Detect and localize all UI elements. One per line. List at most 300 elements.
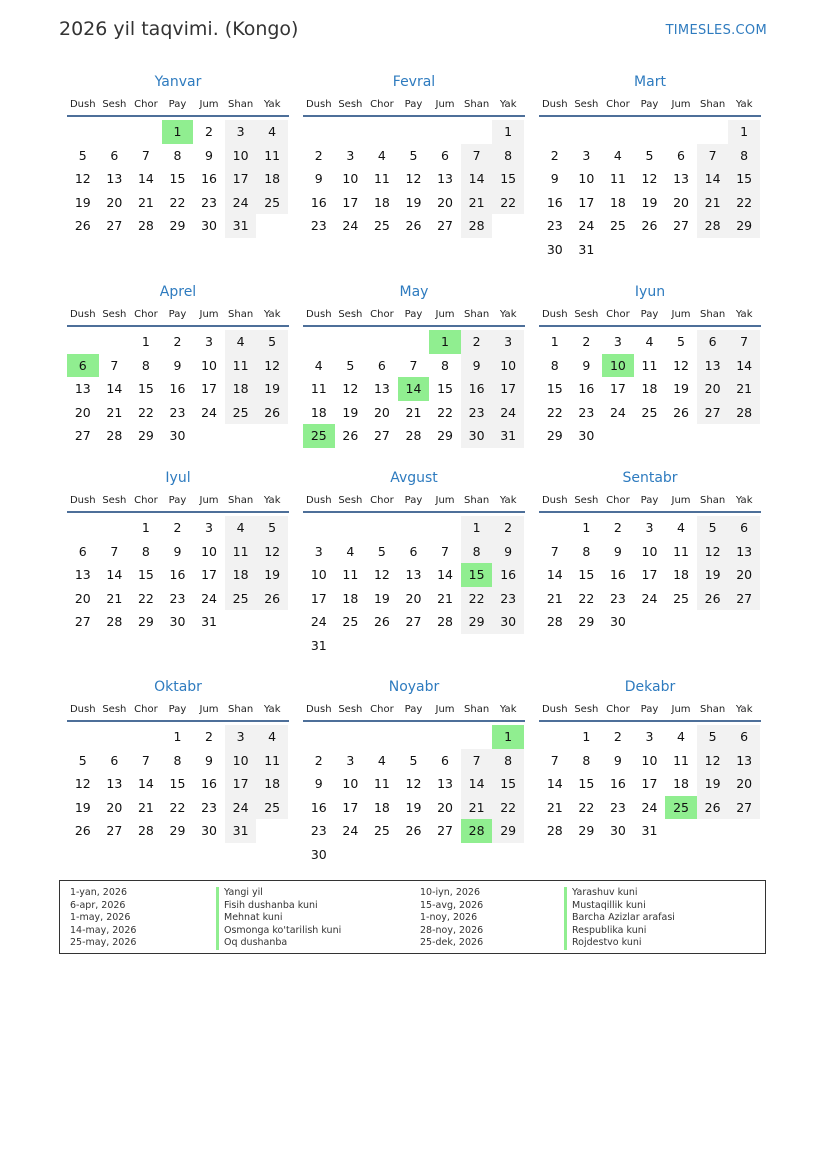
day-cell: 17 [342, 799, 359, 815]
empty-cell [99, 516, 131, 540]
day-cell: 30 [609, 614, 626, 630]
day-cell: 14 [546, 776, 563, 792]
day-cell: 24 [225, 796, 257, 820]
day-cell: 24 [342, 823, 359, 839]
empty-cell [461, 725, 493, 749]
day-cell: 25 [609, 218, 626, 234]
day-cell: 30 [169, 614, 186, 630]
day-cell: 9 [492, 540, 524, 564]
day-cell: 28 [137, 823, 154, 839]
day-cell: 29 [169, 218, 186, 234]
day-cell: 13 [697, 354, 729, 378]
day-cell: 23 [169, 404, 186, 420]
day-cell: 10 [342, 776, 359, 792]
weekday-label: Yak [263, 704, 281, 715]
day-cell: 28 [546, 614, 563, 630]
day-cell: 4 [645, 334, 654, 349]
day-cell: 9 [550, 171, 559, 187]
day-cell: 8 [173, 752, 182, 768]
day-cell: 17 [492, 377, 524, 401]
month-name: Sentabr [622, 470, 678, 486]
day-cell: 18 [609, 194, 626, 210]
day-cell: 13 [74, 567, 91, 583]
day-cell: 11 [225, 540, 257, 564]
weekday-label: Sesh [102, 99, 127, 110]
day-cell: 15 [169, 171, 186, 187]
holiday-day-cell: 28 [461, 819, 493, 843]
day-cell: 4 [677, 729, 685, 744]
holiday-day-cell: 1 [429, 330, 461, 354]
day-cell: 13 [405, 567, 422, 583]
legend-dates-right [420, 887, 483, 950]
day-cell: 16 [461, 377, 493, 401]
day-cell: 3 [645, 729, 654, 744]
day-cell: 20 [728, 772, 760, 796]
day-cell: 24 [641, 590, 658, 606]
day-cell: 9 [613, 752, 622, 768]
day-cell: 23 [609, 799, 626, 815]
weekday-label: Dush [305, 495, 332, 506]
day-cell: 21 [546, 590, 563, 606]
day-cell: 21 [137, 194, 154, 210]
day-cell: 27 [697, 401, 729, 425]
weekday-label: Sesh [338, 704, 363, 715]
weekday-label: Pay [404, 495, 423, 506]
day-cell: 5 [697, 516, 729, 540]
day-cell: 19 [373, 590, 390, 606]
day-cell: 17 [225, 772, 257, 796]
day-cell: 16 [492, 563, 524, 587]
day-cell: 18 [673, 776, 689, 792]
day-cell: 20 [405, 590, 422, 606]
day-cell: 12 [256, 354, 288, 378]
legend-date: 1-noy, 2026 [420, 912, 478, 924]
month-iyul [67, 468, 289, 634]
day-cell: 4 [377, 147, 386, 163]
legend-holiday-name: Mustaqillik kuni [564, 900, 675, 913]
day-cell: 14 [106, 567, 123, 583]
day-cell: 24 [225, 191, 257, 215]
legend-date: 15-avg, 2026 [420, 899, 484, 911]
day-cell: 30 [169, 428, 186, 444]
day-cell: 25 [673, 590, 689, 606]
day-cell: 29 [137, 428, 154, 444]
day-cell: 6 [441, 752, 449, 768]
weekday-label: Pay [640, 309, 659, 320]
weekday-header [303, 95, 525, 117]
legend-holiday-name: Respublika kuni [564, 925, 675, 938]
weekday-label: Dush [69, 495, 96, 506]
day-cell: 3 [205, 520, 213, 535]
day-cell: 13 [728, 749, 760, 773]
day-cell: 3 [346, 147, 355, 163]
day-cell: 26 [697, 587, 729, 611]
weekday-label: Dush [69, 309, 96, 320]
weekday-label: Dush [305, 99, 332, 110]
day-cell: 5 [677, 334, 685, 349]
legend-date: 1-yan, 2026 [70, 887, 127, 898]
day-cell: 7 [409, 357, 418, 373]
weekday-label: Dush [541, 309, 568, 320]
day-cell: 18 [342, 590, 359, 606]
day-cell: 21 [461, 796, 493, 820]
day-cell: 2 [173, 520, 182, 535]
day-cell: 30 [201, 218, 217, 234]
day-cell: 5 [256, 516, 288, 540]
day-cell: 6 [441, 147, 449, 163]
weekday-label: Shan [700, 495, 726, 506]
empty-cell [429, 725, 461, 749]
day-cell: 29 [546, 428, 563, 444]
day-cell: 8 [492, 749, 524, 773]
day-cell: 26 [74, 218, 91, 234]
day-cell: 9 [205, 147, 213, 163]
legend-holiday-name: Barcha Azizlar arafasi [564, 912, 675, 925]
empty-cell [67, 330, 99, 354]
day-cell: 7 [550, 752, 559, 768]
day-cell: 24 [310, 614, 327, 630]
day-cell: 18 [673, 567, 689, 583]
day-cell: 17 [201, 567, 217, 583]
day-cell: 21 [106, 590, 123, 606]
day-cell: 19 [342, 404, 359, 420]
day-cell: 21 [461, 191, 493, 215]
empty-cell [697, 120, 729, 144]
day-cell: 17 [609, 381, 626, 397]
legend-date: 10-iyn, 2026 [420, 887, 481, 898]
day-cell: 21 [405, 404, 422, 420]
month-aprel [67, 282, 289, 448]
day-cell: 10 [201, 543, 217, 559]
day-cell: 21 [728, 377, 760, 401]
day-cell: 16 [201, 171, 217, 187]
day-cell: 18 [225, 377, 257, 401]
weekday-label: Sesh [338, 495, 363, 506]
day-cell: 10 [310, 567, 327, 583]
day-cell: 27 [673, 218, 689, 234]
day-cell: 26 [373, 614, 390, 630]
day-cell: 5 [409, 752, 418, 768]
day-cell: 13 [106, 171, 123, 187]
weekday-label: Sesh [102, 495, 127, 506]
day-cell: 8 [582, 752, 591, 768]
page-title: 2026 yil taqvimi. (Kongo) [59, 18, 299, 40]
day-cell: 20 [106, 799, 123, 815]
day-cell: 2 [461, 330, 493, 354]
month-noyabr [303, 677, 525, 867]
day-cell: 2 [173, 334, 182, 349]
weekday-label: Shan [228, 99, 254, 110]
legend-date: 1-may, 2026 [70, 912, 131, 924]
legend-names-left [216, 887, 341, 950]
day-cell: 14 [461, 772, 493, 796]
day-cell: 14 [697, 167, 729, 191]
day-cell: 1 [141, 334, 150, 349]
day-cell: 3 [225, 120, 257, 144]
day-cell: 2 [492, 516, 524, 540]
day-cell: 22 [137, 404, 154, 420]
weekday-label: Shan [700, 99, 726, 110]
day-cell: 18 [256, 167, 288, 191]
day-cell: 16 [609, 567, 626, 583]
weekday-label: Chor [370, 309, 394, 320]
empty-cell [303, 516, 335, 540]
empty-cell [303, 120, 335, 144]
month-yanvar [67, 72, 289, 238]
day-cell: 22 [169, 194, 186, 210]
day-cell: 7 [461, 144, 493, 168]
weekday-label: Sesh [102, 704, 127, 715]
weekday-label: Dush [69, 99, 96, 110]
day-cell: 3 [314, 543, 323, 559]
day-cell: 23 [201, 799, 217, 815]
empty-cell [398, 120, 430, 144]
weekday-label: Yak [735, 99, 753, 110]
day-cell: 1 [550, 334, 559, 349]
weekday-label: Shan [464, 495, 490, 506]
weekday-label: Chor [606, 309, 630, 320]
weekday-label: Dush [305, 309, 332, 320]
day-cell: 19 [405, 194, 422, 210]
day-cell: 6 [110, 147, 119, 163]
weekday-label: Shan [228, 309, 254, 320]
day-cell: 24 [201, 590, 217, 606]
day-cell: 15 [546, 381, 563, 397]
month-name: May [399, 284, 429, 300]
day-grid [303, 120, 524, 238]
day-cell: 5 [377, 543, 386, 559]
weekday-label: Dush [541, 495, 568, 506]
day-cell: 12 [641, 171, 658, 187]
day-cell: 10 [578, 171, 595, 187]
day-cell: 7 [141, 752, 150, 768]
day-cell: 31 [641, 823, 658, 839]
day-cell: 8 [550, 357, 559, 373]
day-cell: 25 [342, 614, 359, 630]
day-cell: 19 [256, 563, 288, 587]
empty-cell [99, 330, 131, 354]
day-cell: 14 [137, 171, 154, 187]
empty-cell [602, 120, 634, 144]
day-cell: 22 [578, 799, 595, 815]
day-cell: 3 [582, 147, 591, 163]
day-cell: 23 [609, 590, 626, 606]
day-cell: 3 [492, 330, 524, 354]
weekday-label: Pay [640, 99, 659, 110]
day-cell: 26 [256, 587, 288, 611]
day-cell: 7 [441, 543, 449, 559]
weekday-label: Chor [134, 99, 158, 110]
day-cell: 5 [697, 725, 729, 749]
day-cell: 10 [492, 354, 524, 378]
weekday-label: Chor [606, 99, 630, 110]
day-cell: 29 [437, 428, 453, 444]
holiday-day-cell: 10 [602, 354, 634, 378]
day-cell: 29 [169, 823, 186, 839]
day-cell: 22 [492, 191, 524, 215]
day-cell: 2 [314, 147, 323, 163]
day-cell: 21 [437, 590, 453, 606]
weekday-label: Yak [263, 495, 281, 506]
day-cell: 29 [137, 614, 154, 630]
day-cell: 7 [697, 144, 729, 168]
weekday-label: Yak [499, 495, 517, 506]
day-cell: 4 [677, 520, 685, 535]
day-cell: 25 [225, 401, 257, 425]
weekday-label: Dush [541, 704, 568, 715]
day-cell: 27 [405, 614, 422, 630]
day-cell: 15 [137, 567, 154, 583]
empty-cell [461, 120, 493, 144]
month-fevral [303, 72, 525, 238]
day-cell: 10 [225, 749, 257, 773]
holiday-day-cell: 1 [492, 725, 524, 749]
day-cell: 25 [256, 796, 288, 820]
day-cell: 27 [106, 218, 123, 234]
weekday-label: Shan [700, 704, 726, 715]
weekday-label: Jum [671, 99, 691, 110]
weekday-header [539, 305, 761, 327]
legend-date: 28-noy, 2026 [420, 924, 484, 936]
day-cell: 1 [141, 520, 150, 535]
day-cell: 2 [582, 334, 591, 349]
day-cell: 24 [641, 799, 658, 815]
day-cell: 17 [578, 194, 595, 210]
empty-cell [571, 120, 603, 144]
day-cell: 15 [492, 772, 524, 796]
day-cell: 6 [697, 330, 729, 354]
weekday-header [539, 95, 761, 117]
day-cell: 18 [256, 772, 288, 796]
weekday-label: Jum [671, 495, 691, 506]
day-cell: 31 [578, 241, 595, 257]
day-cell: 20 [673, 194, 689, 210]
day-cell: 26 [256, 401, 288, 425]
day-cell: 8 [582, 543, 591, 559]
day-cell: 11 [673, 543, 689, 559]
empty-cell [398, 516, 430, 540]
weekday-label: Shan [228, 495, 254, 506]
day-cell: 21 [106, 404, 123, 420]
day-cell: 7 [550, 543, 559, 559]
day-cell: 6 [377, 357, 386, 373]
day-cell: 1 [582, 520, 591, 535]
legend-holiday-name: Mehnat kuni [216, 912, 341, 925]
day-cell: 20 [74, 404, 91, 420]
weekday-label: Sesh [574, 99, 599, 110]
day-cell: 28 [106, 614, 123, 630]
day-cell: 12 [697, 749, 729, 773]
day-grid [67, 330, 288, 448]
day-cell: 20 [74, 590, 91, 606]
legend-dates-left [70, 887, 136, 950]
day-cell: 12 [405, 776, 422, 792]
day-cell: 10 [201, 357, 217, 373]
day-cell: 14 [461, 167, 493, 191]
day-cell: 2 [613, 520, 622, 535]
weekday-label: Pay [404, 704, 423, 715]
month-name: Avgust [390, 470, 438, 486]
month-may [303, 282, 525, 448]
day-cell: 16 [609, 776, 626, 792]
weekday-label: Sesh [102, 309, 127, 320]
weekday-label: Chor [370, 99, 394, 110]
empty-cell [366, 330, 398, 354]
day-cell: 19 [641, 194, 658, 210]
day-cell: 18 [373, 799, 390, 815]
day-grid [67, 516, 288, 634]
day-cell: 27 [74, 428, 91, 444]
day-cell: 1 [461, 516, 493, 540]
month-name: Oktabr [154, 679, 202, 695]
day-cell: 12 [74, 776, 91, 792]
day-cell: 19 [405, 799, 422, 815]
day-cell: 10 [641, 752, 658, 768]
weekday-label: Chor [134, 309, 158, 320]
brand-link[interactable]: TIMESLES.COM [665, 23, 767, 38]
day-cell: 19 [256, 377, 288, 401]
day-cell: 30 [609, 823, 626, 839]
day-cell: 6 [728, 725, 760, 749]
day-cell: 20 [728, 563, 760, 587]
weekday-label: Jum [199, 309, 219, 320]
empty-cell [429, 120, 461, 144]
day-cell: 9 [314, 171, 323, 187]
empty-cell [67, 516, 99, 540]
day-cell: 17 [641, 567, 658, 583]
day-cell: 26 [673, 404, 689, 420]
day-cell: 8 [141, 357, 150, 373]
day-cell: 10 [225, 144, 257, 168]
day-cell: 13 [437, 776, 453, 792]
weekday-label: Dush [305, 704, 332, 715]
legend-holiday-name: Yarashuv kuni [564, 887, 675, 900]
day-cell: 14 [437, 567, 453, 583]
day-cell: 4 [256, 120, 288, 144]
day-cell: 13 [437, 171, 453, 187]
day-cell: 13 [74, 381, 91, 397]
day-cell: 6 [78, 543, 87, 559]
month-name: Noyabr [388, 679, 440, 695]
day-cell: 29 [578, 614, 595, 630]
day-cell: 15 [169, 776, 186, 792]
day-cell: 23 [578, 404, 595, 420]
day-cell: 19 [74, 194, 91, 210]
holiday-day-cell: 25 [665, 796, 697, 820]
day-cell: 24 [342, 218, 359, 234]
weekday-label: Pay [404, 99, 423, 110]
day-cell: 5 [645, 147, 654, 163]
day-cell: 1 [173, 729, 182, 744]
day-cell: 23 [310, 823, 327, 839]
day-cell: 9 [461, 354, 493, 378]
day-cell: 8 [441, 357, 449, 373]
weekday-label: Chor [134, 704, 158, 715]
day-cell: 5 [346, 357, 355, 373]
holiday-day-cell: 25 [303, 424, 335, 448]
legend-holiday-name: Oq dushanba [216, 937, 341, 950]
day-cell: 29 [492, 819, 524, 843]
weekday-label: Jum [435, 309, 455, 320]
day-cell: 19 [74, 799, 91, 815]
month-name: Yanvar [154, 74, 202, 90]
day-cell: 22 [169, 799, 186, 815]
month-name: Aprel [159, 284, 197, 300]
day-cell: 16 [310, 799, 327, 815]
day-cell: 30 [310, 846, 327, 862]
day-cell: 7 [110, 543, 119, 559]
day-cell: 22 [137, 590, 154, 606]
